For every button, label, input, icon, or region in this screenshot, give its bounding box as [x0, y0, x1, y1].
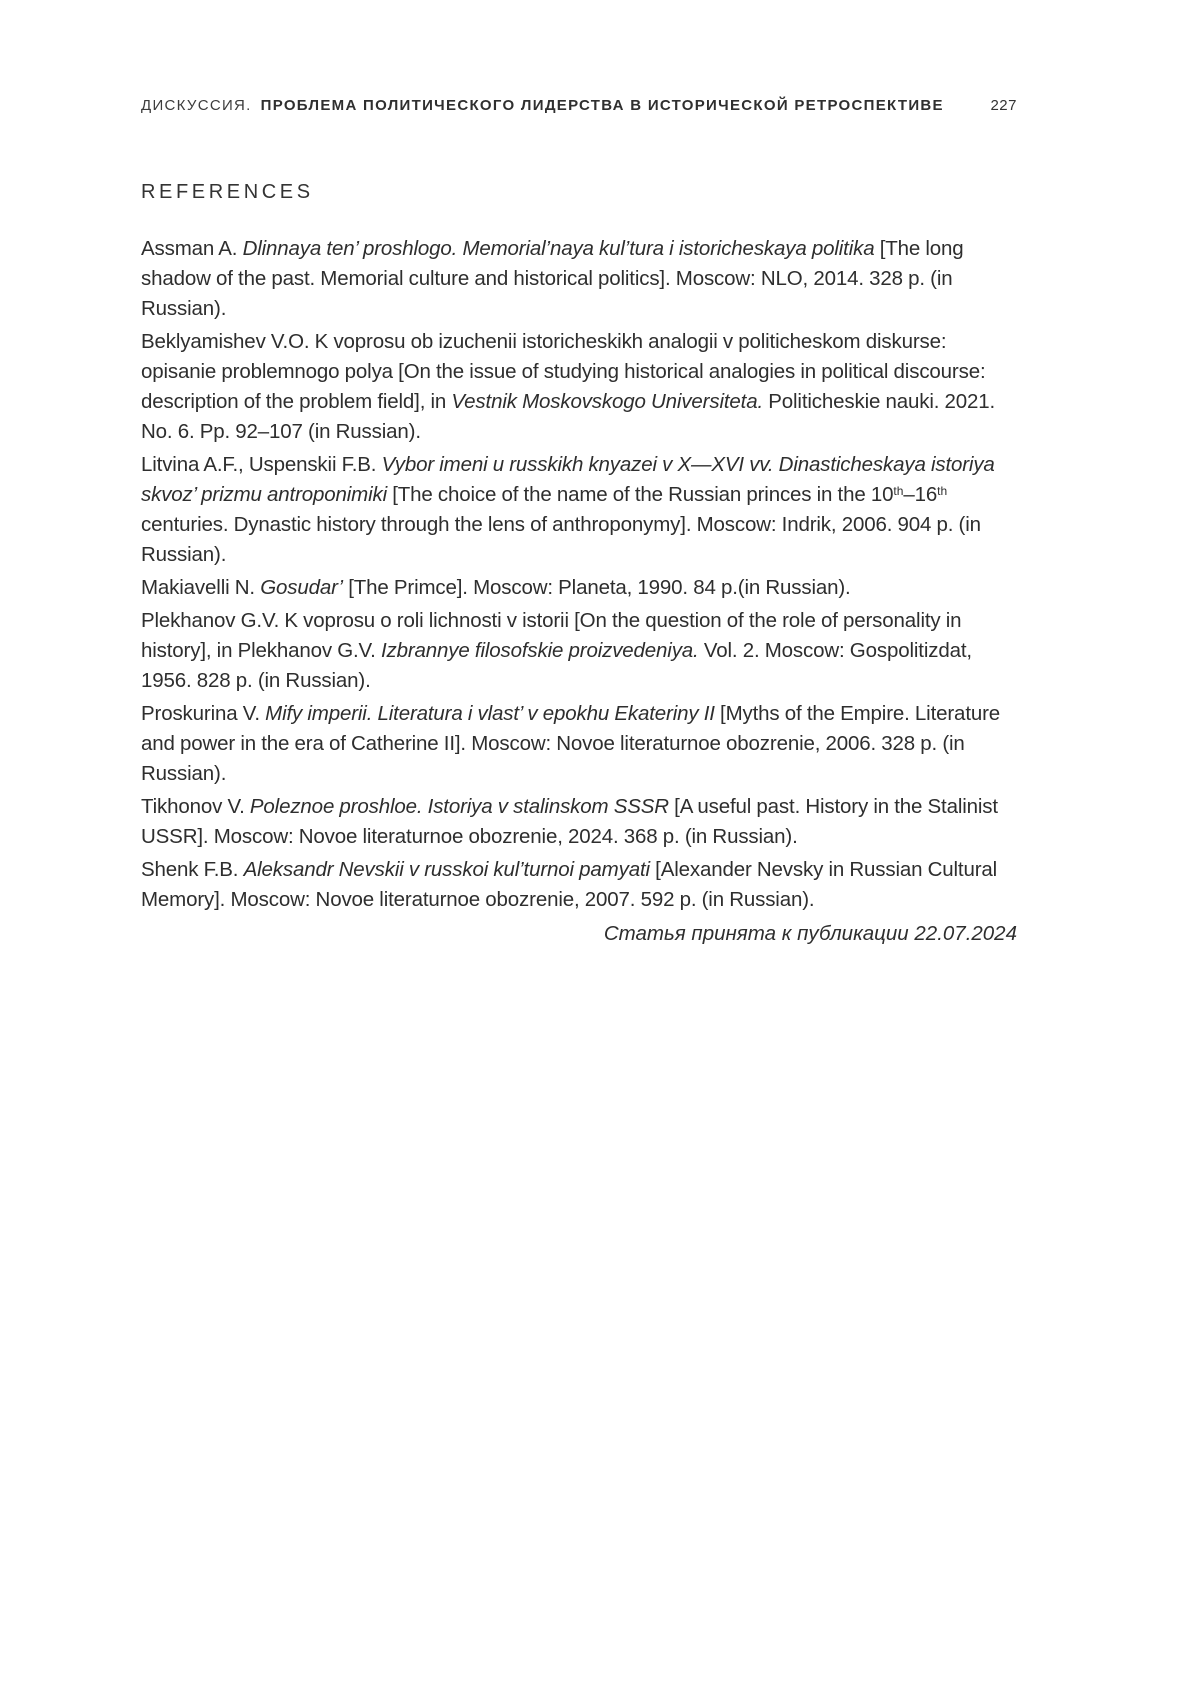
reference-superscript: th [937, 484, 948, 498]
reference-text-run: centuries. Dynastic history through the lens of anthroponymy]. Moscow: Indrik, 2006. 904 p. (in Russian). [141, 513, 981, 566]
reference-title-run: Dlinnaya ten’ proshlogo. Memorial’naya kul’tura i istoricheskaya politika [242, 237, 875, 260]
reference-superscript: th [893, 484, 904, 498]
reference-text-run: Vol. 2. Moscow: Gospolitizdat, 1956. 828 p. (in Russian). [141, 639, 972, 692]
acceptance-note: Статья принята к публикации 22.07.2024 [603, 922, 1017, 945]
reference-title-run: Izbrannye filosofskie proizvedeniya. [380, 639, 699, 662]
reference-text-run: [Alexander Nevsky in Russian Cultural Memory]. Moscow: Novoe literaturnoe obozrenie, 2007. 592 p. (in Russian). [141, 858, 998, 911]
reference-title-run: Vybor imeni u russkikh knyazei v X—XVI vv. Dinasticheskaya istoriya skvoz’ prizmu antroponimiki [141, 453, 995, 506]
reference-item [141, 792, 1017, 852]
running-header [141, 97, 1017, 115]
reference-text-run: Tikhonov V. [141, 795, 250, 818]
reference-title-run: Poleznoe proshloe. Istoriya v stalinskom SSSR [249, 795, 669, 818]
header-section-label: ДИСКУССИЯ. [141, 97, 252, 114]
reference-text-run: Politicheskie nauki. 2021. No. 6. Pp. 92–107 (in Russian). [141, 390, 996, 443]
reference-text-run: Assman A. [141, 237, 243, 260]
reference-item [141, 573, 1017, 603]
reference-text-run: [A useful past. History in the Stalinist USSR]. Moscow: Novoe literaturnoe obozrenie, 2024. 368 p. (in Russian). [141, 795, 998, 848]
reference-item [141, 606, 1017, 696]
running-header-text [141, 97, 944, 115]
reference-text-run: Shenk F.B. [141, 858, 244, 881]
reference-text-run: [The Primce]. Moscow: Planeta, 1990. 84 p.(in Russian). [342, 576, 851, 599]
reference-text-run: [Myths of the Empire. Literature and power in the era of Catherine II]. Moscow: Novoe literaturnoe obozrenie, 2006. 328 p. (in Russian). [141, 702, 1001, 785]
reference-text-run: Litvina A.F., Uspenskii F.B. [141, 453, 382, 476]
reference-text-run: –16 [903, 483, 938, 506]
page-content [141, 97, 1017, 949]
reference-title-run: Gosudar’ [260, 576, 343, 599]
header-article-title: ПРОБЛЕМА ПОЛИТИЧЕСКОГО ЛИДЕРСТВА В ИСТОРИЧЕСКОЙ РЕТРОСПЕКТИВЕ [260, 97, 944, 114]
reference-text-run: Beklyamishev V.O. K voprosu ob izuchenii istoricheskikh analogii v politicheskom diskurse: opisanie problemnogo polya [On the issue of studying historical analogies in political discourse: description of the problem field], in [141, 330, 986, 413]
reference-item [141, 855, 1017, 915]
reference-text-run: [The choice of the name of the Russian princes in the 10 [387, 483, 894, 506]
reference-title-run: Mify imperii. Literatura i vlast’ v epokhu Ekateriny II [265, 702, 715, 725]
reference-text-run: [The long shadow of the past. Memorial culture and historical politics]. Moscow: NLO, 2014. 328 p. (in Russian). [141, 237, 964, 320]
reference-text-run: Makiavelli N. [141, 576, 261, 599]
references-list [141, 234, 1017, 915]
reference-title-run: Vestnik Moskovskogo Universiteta. [451, 390, 763, 413]
reference-item [141, 327, 1017, 447]
reference-item [141, 450, 1017, 570]
reference-item [141, 699, 1017, 789]
reference-item [141, 234, 1017, 324]
references-heading: REFERENCES [141, 181, 314, 203]
reference-text-run: Plekhanov G.V. K voprosu o roli lichnosti v istorii [On the question of the role of personality in history], in Plekhanov G.V. [141, 609, 962, 662]
reference-text-run: Proskurina V. [141, 702, 266, 725]
page-number: 227 [990, 97, 1017, 114]
reference-title-run: Aleksandr Nevskii v russkoi kul’turnoi pamyati [243, 858, 650, 881]
